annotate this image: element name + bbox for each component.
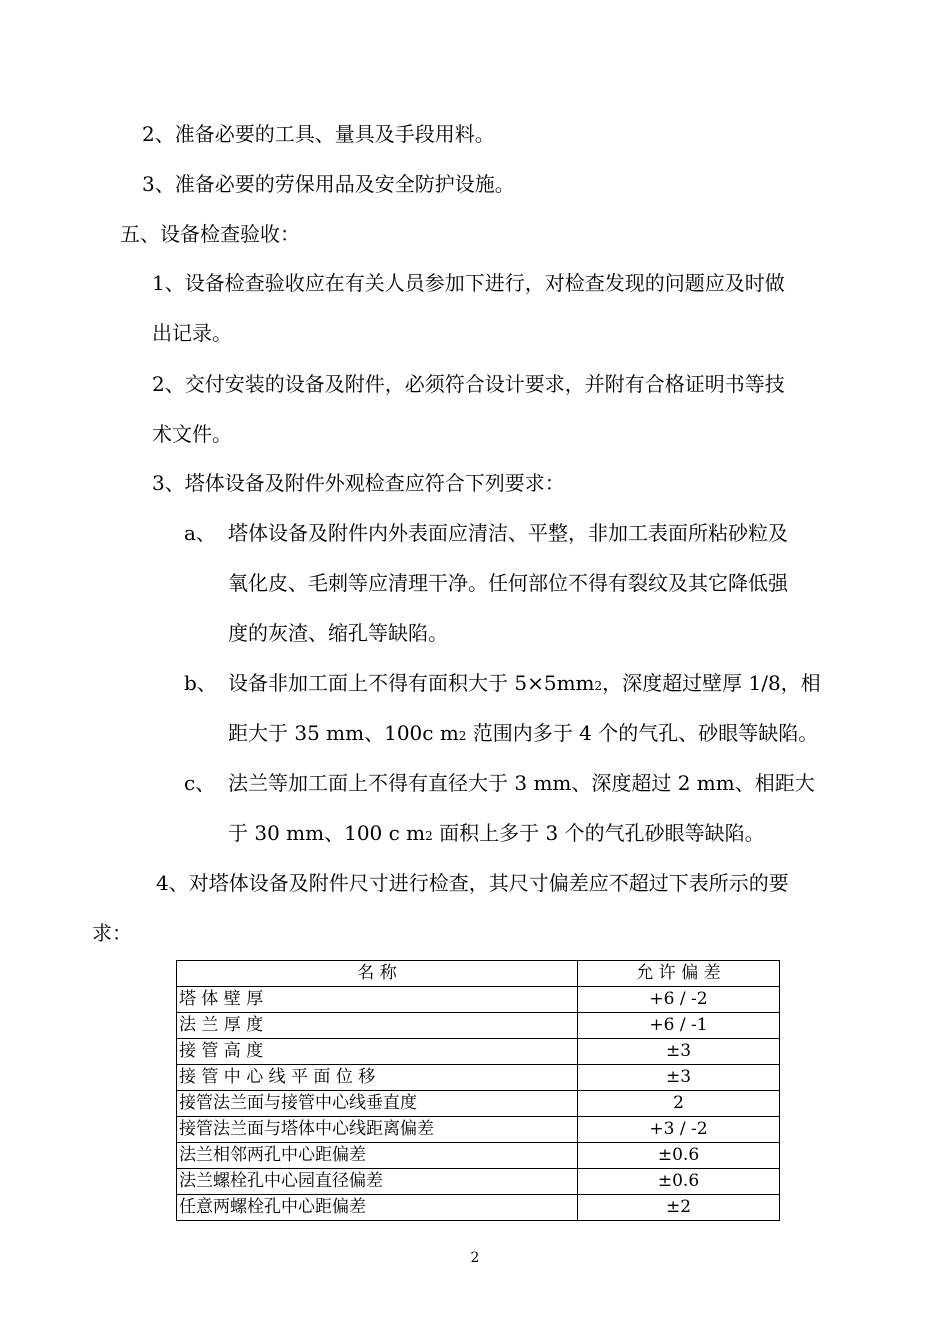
text-line: 出记录。 <box>152 321 232 345</box>
list-text: 距大于 35 mm、100c m <box>228 721 459 745</box>
list-text: 法兰等加工面上不得有直径大于 3 mm、深度超过 2 mm、相距大 <box>228 771 815 795</box>
row-value: ±0.6 <box>578 1143 780 1169</box>
text-line: 2、准备必要的工具、量具及手段用料。 <box>142 122 495 146</box>
text-line: 2、交付安装的设备及附件，必须符合设计要求，并附有合格证明书等技 <box>152 372 785 396</box>
list-item-a <box>184 520 788 546</box>
tolerance-table <box>176 960 780 1221</box>
row-value: +3 / -2 <box>578 1117 780 1143</box>
list-label: a、 <box>184 521 216 545</box>
table-row <box>177 1091 780 1117</box>
text-line: 3、准备必要的劳保用品及安全防护设施。 <box>142 172 515 196</box>
text-line <box>228 720 818 749</box>
row-name: 接 管 高 度 <box>177 1039 578 1065</box>
text-line: 4、对塔体设备及附件尺寸进行检查，其尺寸偏差应不超过下表所示的要 <box>156 871 789 895</box>
row-name: 法 兰 厚 度 <box>177 1013 578 1039</box>
section-heading: 五、设备检查验收： <box>120 222 300 246</box>
list-item-b <box>184 670 821 699</box>
row-name: 任意两螺栓孔中心距偏差 <box>177 1195 578 1221</box>
header-name: 名 称 <box>177 961 578 987</box>
row-name: 塔 体 壁 厚 <box>177 987 578 1013</box>
table-row <box>177 1013 780 1039</box>
page-number: 2 <box>470 1250 480 1266</box>
list-label: c、 <box>184 771 216 795</box>
row-name: 接管法兰面与塔体中心线距离偏差 <box>177 1117 578 1143</box>
list-text: 设备非加工面上不得有面积大于 5×5mm <box>228 671 595 695</box>
table-row <box>177 1039 780 1065</box>
table-row <box>177 1195 780 1221</box>
list-text: 面积上多于 3 个的气孔砂眼等缺陷。 <box>432 821 765 845</box>
table-header-row <box>177 961 780 987</box>
table-row <box>177 1065 780 1091</box>
list-label: b、 <box>184 671 217 695</box>
text-line: 度的灰渣、缩孔等缺陷。 <box>228 621 448 645</box>
table-row <box>177 1143 780 1169</box>
row-value: ±2 <box>578 1195 780 1221</box>
row-value: ±3 <box>578 1065 780 1091</box>
text-line: 术文件。 <box>152 422 232 446</box>
text-line <box>228 820 765 849</box>
table-row <box>177 1117 780 1143</box>
row-name: 法兰相邻两孔中心距偏差 <box>177 1143 578 1169</box>
table-row <box>177 1169 780 1195</box>
row-name: 接管法兰面与接管中心线垂直度 <box>177 1091 578 1117</box>
row-value: ±3 <box>578 1039 780 1065</box>
list-text: ，深度超过壁厚 1/8，相 <box>602 671 821 695</box>
superscript: 2 <box>594 679 603 693</box>
list-text: 范围内多于 4 个的气孔、砂眼等缺陷。 <box>466 721 819 745</box>
row-value: ±0.6 <box>578 1169 780 1195</box>
superscript: 2 <box>458 729 467 743</box>
header-value: 允 许 偏 差 <box>578 961 780 987</box>
text-line: 3、塔体设备及附件外观检查应符合下列要求： <box>152 471 565 495</box>
list-text: 于 30 mm、100 c m <box>228 821 426 845</box>
table-row <box>177 987 780 1013</box>
superscript: 2 <box>425 829 433 843</box>
list-item-c <box>184 770 815 796</box>
list-text: 塔体设备及附件内外表面应清洁、平整，非加工表面所粘砂粒及 <box>228 521 788 545</box>
row-value: +6 / -2 <box>578 987 780 1013</box>
row-name: 法兰螺栓孔中心园直径偏差 <box>177 1169 578 1195</box>
row-value: +6 / -1 <box>578 1013 780 1039</box>
row-name: 接 管 中 心 线 平 面 位 移 <box>177 1065 578 1091</box>
text-line: 氧化皮、毛刺等应清理干净。任何部位不得有裂纹及其它降低强 <box>228 571 788 595</box>
text-line: 求： <box>92 921 132 945</box>
row-value: 2 <box>578 1091 780 1117</box>
text-line: 1、设备检查验收应在有关人员参加下进行，对检查发现的问题应及时做 <box>152 271 785 295</box>
